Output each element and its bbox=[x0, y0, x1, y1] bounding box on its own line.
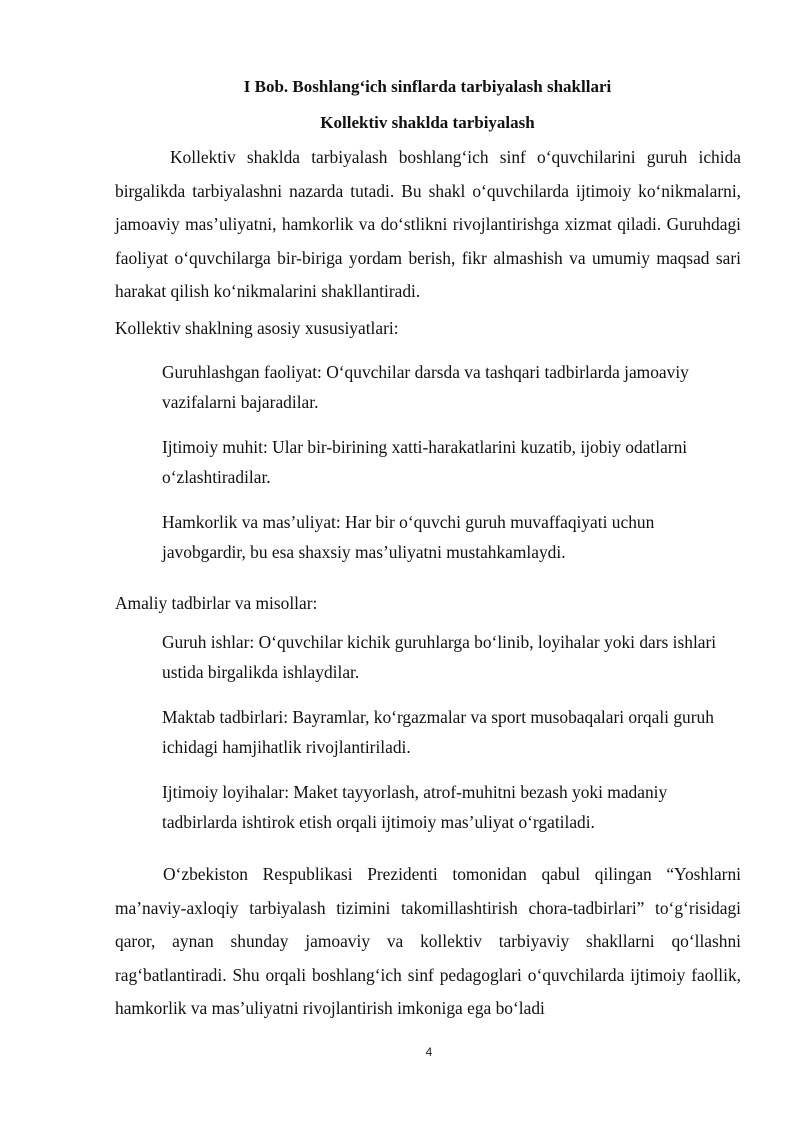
features-heading: Kollektiv shaklning asosiy xususiyatlari: bbox=[115, 318, 399, 338]
example-item: Ijtimoiy loyihalar: Maket tayyorlash, atrof-muhitni bezash yoki madaniy tadbirlarda ishtirok etish orqali ijtimoiy mas’uliyat o‘rgatiladi. bbox=[162, 782, 668, 832]
feature-item: Guruhlashgan faoliyat: O‘quvchilar darsda va tashqari tadbirlarda jamoaviy vazifalarni bajaradilar. bbox=[162, 362, 689, 412]
chapter-title: I Bob. Boshlang‘ich sinflarda tarbiyalash shakllari bbox=[243, 77, 612, 96]
intro-paragraph: Kollektiv shaklda tarbiyalash boshlang‘ich sinf o‘quvchilarini guruh ichida birgalikda tarbiyalashni nazarda tutadi. Bu shakl o‘quvchilarda ijtimoiy ko‘nikmalarni, jamoaviy mas’uliyatni, hamkorlik va do‘stlikni rivojlantirishga xizmat qiladi. Guruhdagi faoliyat o‘quvchilarga bir-biriga yordam berish, fikr almashish va umumiy maqsad sari harakat qilish ko‘nikmalarini shakllantiradi. bbox=[115, 147, 741, 301]
feature-item: Hamkorlik va mas’uliyat: Har bir o‘quvchi guruh muvaffaqiyati uchun javobgardir, bu esa shaxsiy mas’uliyatni mustahkamlaydi. bbox=[162, 512, 655, 562]
section-title: Kollektiv shaklda tarbiyalash bbox=[320, 113, 535, 132]
examples-heading: Amaliy tadbirlar va misollar: bbox=[115, 593, 318, 613]
closing-paragraph: O‘zbekiston Respublikasi Prezidenti tomonidan qabul qilingan “Yoshlarni ma’naviy-axloqiy tarbiyalash tizimini takomillashtirish chora-tadbirlari” to‘g‘risidagi qaror, aynan shunday jamoaviy va kollektiv tarbiyaviy shakllarni qo‘llashni rag‘batlantiradi. Shu orqali boshlang‘ich sinf pedagoglari o‘quvchilarda ijtimoiy faollik, hamkorlik va mas’uliyatni rivojlantirish imkoniga ega bo‘ladi bbox=[115, 864, 741, 1018]
example-item: Guruh ishlar: O‘quvchilar kichik guruhlarga bo‘linib, loyihalar yoki dars ishlari ustida birgalikda ishlaydilar. bbox=[162, 632, 717, 682]
page-number: 4 bbox=[425, 1045, 433, 1059]
feature-item: Ijtimoiy muhit: Ular bir-birining xatti-harakatlarini kuzatib, ijobiy odatlarni o‘zlashtiradilar. bbox=[162, 437, 688, 487]
example-item: Maktab tadbirlari: Bayramlar, ko‘rgazmalar va sport musobaqalari orqali guruh ichidagi hamjihatlik rivojlantiriladi. bbox=[162, 707, 714, 757]
